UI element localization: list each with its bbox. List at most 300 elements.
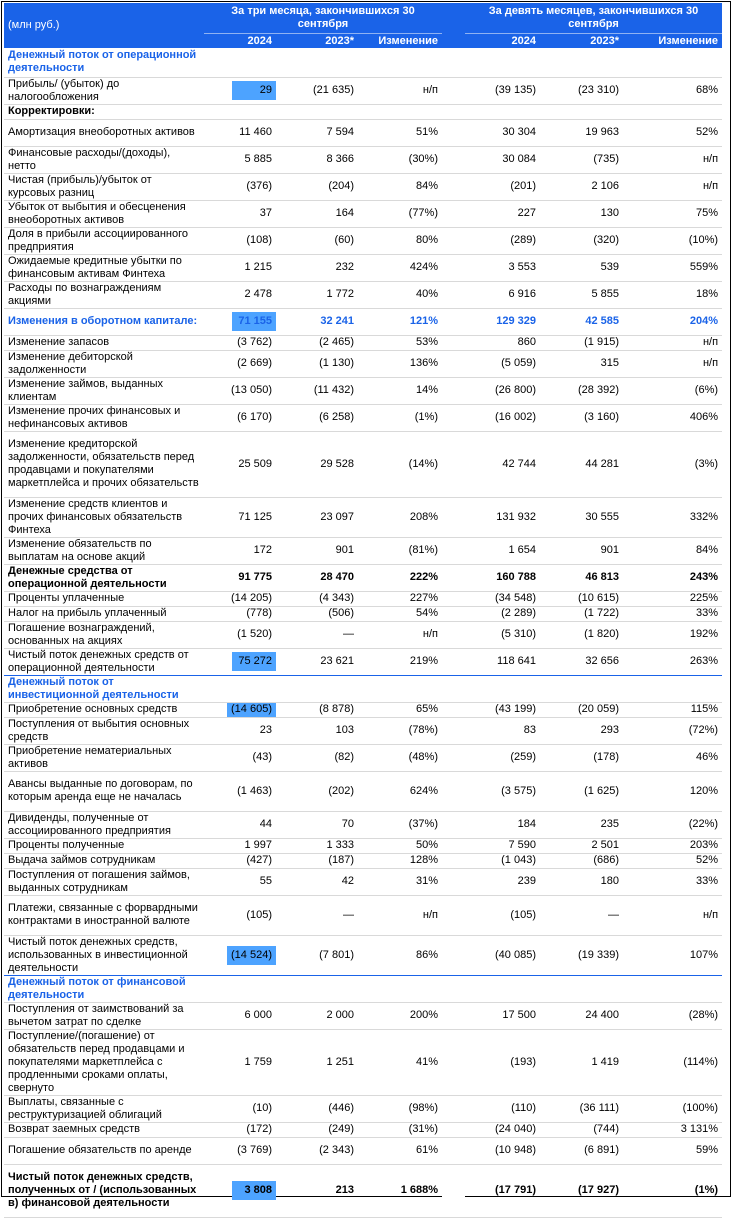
change-nine: (3%) — [623, 431, 722, 497]
change-three: 219% — [358, 648, 442, 675]
row-label: Изменение запасов — [4, 335, 204, 350]
table-row — [4, 200, 722, 227]
column-gap — [442, 868, 465, 895]
table-row — [4, 606, 722, 621]
column-gap — [442, 591, 465, 606]
column-gap — [442, 537, 465, 564]
value-2024-three: 71 125 — [204, 497, 276, 537]
highlighted-value: 71 155 — [232, 312, 276, 331]
column-gap — [442, 1164, 465, 1217]
value-2024-three: (10) — [204, 1095, 276, 1122]
change-nine: (22%) — [623, 811, 722, 838]
table-row — [4, 77, 722, 104]
column-gap — [442, 200, 465, 227]
value-2024-nine: (193) — [465, 1029, 540, 1095]
value-2023-nine: 30 555 — [540, 497, 623, 537]
change-three: 14% — [358, 377, 442, 404]
row-label: Погашение вознаграждений, основанных на акциях — [4, 621, 204, 648]
column-gap — [442, 377, 465, 404]
table-row — [4, 838, 722, 853]
table-row — [4, 895, 722, 935]
row-label: Чистый поток денежных средств от операционной деятельности — [4, 648, 204, 675]
change-nine: н/п — [623, 895, 722, 935]
header-row-groups — [4, 3, 722, 34]
table-row — [4, 119, 722, 146]
value-2024-nine: (105) — [465, 895, 540, 935]
column-gap — [442, 254, 465, 281]
change-three: (48%) — [358, 744, 442, 771]
table-row — [4, 537, 722, 564]
change-three: 208% — [358, 497, 442, 537]
value-2023-nine: (735) — [540, 146, 623, 173]
change-nine: 59% — [623, 1137, 722, 1164]
value-2023-three: (187) — [276, 853, 358, 868]
table-row — [4, 1164, 722, 1217]
table-row — [4, 811, 722, 838]
value-2023-three: — — [276, 895, 358, 935]
section-header-row — [4, 975, 722, 1002]
value-2024-three: (3 769) — [204, 1137, 276, 1164]
value-2023-nine: 539 — [540, 254, 623, 281]
value-2023-nine: 2 106 — [540, 173, 623, 200]
column-gap — [442, 281, 465, 308]
column-gap — [442, 838, 465, 853]
value-2023-nine: (36 111) — [540, 1095, 623, 1122]
table-row — [4, 254, 722, 281]
value-2023-three: (204) — [276, 173, 358, 200]
empty-cell — [276, 48, 358, 77]
value-2024-three — [204, 935, 276, 975]
value-2023-nine: 24 400 — [540, 1002, 623, 1029]
value-2023-nine: 1 419 — [540, 1029, 623, 1095]
change-three: (1%) — [358, 404, 442, 431]
value-2024-three: (427) — [204, 853, 276, 868]
column-gap — [442, 853, 465, 868]
value-2023-nine: (17 927) — [540, 1164, 623, 1217]
value-2023-nine: — — [540, 895, 623, 935]
column-gap — [442, 77, 465, 104]
column-gap — [442, 48, 465, 77]
value-2024-three — [204, 77, 276, 104]
change-three: 136% — [358, 350, 442, 377]
row-label: Доля в прибыли ассоциированного предприятия — [4, 227, 204, 254]
value-2023-three — [276, 104, 358, 119]
value-2024-three: 55 — [204, 868, 276, 895]
section-header-row — [4, 48, 722, 77]
change-nine: (28%) — [623, 1002, 722, 1029]
column-gap — [442, 104, 465, 119]
change-three: 54% — [358, 606, 442, 621]
table-body — [4, 48, 722, 1217]
col-2024-nine: 2024 — [465, 34, 540, 49]
change-nine: (114%) — [623, 1029, 722, 1095]
value-2024-three: (1 463) — [204, 771, 276, 811]
value-2024-nine: 17 500 — [465, 1002, 540, 1029]
row-label: Поступление/(погашение) от обязательств перед продавцами и покупателями маркетплейса с продленными сроками оплаты, свернуто — [4, 1029, 204, 1095]
change-nine: (72%) — [623, 717, 722, 744]
change-three: 1 688% — [358, 1164, 442, 1217]
value-2023-nine: 19 963 — [540, 119, 623, 146]
value-2024-nine: 42 744 — [465, 431, 540, 497]
value-2023-three: (249) — [276, 1122, 358, 1137]
value-2024-nine: (3 575) — [465, 771, 540, 811]
value-2023-nine: (1 625) — [540, 771, 623, 811]
value-2023-three: (82) — [276, 744, 358, 771]
change-three: н/п — [358, 621, 442, 648]
value-2024-three: 11 460 — [204, 119, 276, 146]
change-three: 53% — [358, 335, 442, 350]
value-2024-nine: (201) — [465, 173, 540, 200]
column-gap — [442, 717, 465, 744]
value-2023-three: (6 258) — [276, 404, 358, 431]
value-2024-nine: 860 — [465, 335, 540, 350]
row-label: Ожидаемые кредитные убытки по финансовым активам Финтеха — [4, 254, 204, 281]
value-2024-nine: 118 641 — [465, 648, 540, 675]
value-2023-nine: (1 722) — [540, 606, 623, 621]
value-2023-three: (2 465) — [276, 335, 358, 350]
change-nine: н/п — [623, 335, 722, 350]
change-three: (14%) — [358, 431, 442, 497]
table-row — [4, 771, 722, 811]
table-row — [4, 868, 722, 895]
row-label: Платежи, связанные с форвардными контрактами в иностранной валюте — [4, 895, 204, 935]
value-2024-three: (376) — [204, 173, 276, 200]
value-2023-nine: (744) — [540, 1122, 623, 1137]
value-2023-three: (21 635) — [276, 77, 358, 104]
value-2023-three: 1 333 — [276, 838, 358, 853]
value-2024-nine: 131 932 — [465, 497, 540, 537]
row-label: Проценты полученные — [4, 838, 204, 853]
table-row — [4, 431, 722, 497]
col-2023-nine: 2023* — [540, 34, 623, 49]
value-2024-nine: 184 — [465, 811, 540, 838]
row-label: Поступления от выбытия основных средств — [4, 717, 204, 744]
change-nine: 203% — [623, 838, 722, 853]
empty-cell — [358, 675, 442, 702]
empty-cell — [204, 675, 276, 702]
change-nine: н/п — [623, 350, 722, 377]
value-2023-nine: (320) — [540, 227, 623, 254]
change-three: (37%) — [358, 811, 442, 838]
table-row — [4, 227, 722, 254]
value-2024-three: 1 997 — [204, 838, 276, 853]
value-2023-three: (60) — [276, 227, 358, 254]
row-label: Авансы выданные по договорам, по которым аренда еще не началась — [4, 771, 204, 811]
change-nine: 46% — [623, 744, 722, 771]
table-row — [4, 621, 722, 648]
row-label: Приобретение основных средств — [4, 702, 204, 717]
row-label: Выдача займов сотрудникам — [4, 853, 204, 868]
value-2024-nine: (16 002) — [465, 404, 540, 431]
group-three-months: За три месяца, закончившихся 30 сентября — [204, 3, 442, 34]
value-2024-nine: (34 548) — [465, 591, 540, 606]
row-label: Амортизация внеоборотных активов — [4, 119, 204, 146]
value-2024-three: (172) — [204, 1122, 276, 1137]
value-2024-nine: 6 916 — [465, 281, 540, 308]
column-gap — [442, 935, 465, 975]
value-2023-nine: (19 339) — [540, 935, 623, 975]
value-2023-three: 70 — [276, 811, 358, 838]
value-2024-nine: (40 085) — [465, 935, 540, 975]
table-row — [4, 404, 722, 431]
change-nine: 243% — [623, 564, 722, 591]
empty-cell — [358, 48, 442, 77]
change-nine: 204% — [623, 308, 722, 335]
column-gap — [442, 3, 465, 48]
value-2023-nine: 5 855 — [540, 281, 623, 308]
table-row — [4, 335, 722, 350]
value-2024-nine: (289) — [465, 227, 540, 254]
value-2024-nine: (5 059) — [465, 350, 540, 377]
cash-flow-table — [4, 3, 722, 1218]
row-label: Проценты уплаченные — [4, 591, 204, 606]
value-2023-three: 8 366 — [276, 146, 358, 173]
unit-label: (млн руб.) — [4, 3, 204, 48]
empty-cell — [540, 975, 623, 1002]
row-label: Денежные средства от операционной деятельности — [4, 564, 204, 591]
empty-cell — [465, 48, 540, 77]
column-gap — [442, 431, 465, 497]
value-2024-three: 91 775 — [204, 564, 276, 591]
column-gap — [442, 1095, 465, 1122]
row-label: Приобретение нематериальных активов — [4, 744, 204, 771]
row-label: Корректировки: — [4, 104, 204, 119]
empty-cell — [540, 48, 623, 77]
value-2024-nine: 239 — [465, 868, 540, 895]
highlighted-value: (14 605) — [227, 702, 276, 717]
column-gap — [442, 975, 465, 1002]
value-2024-nine: 7 590 — [465, 838, 540, 853]
value-2023-three: 28 470 — [276, 564, 358, 591]
table-row — [4, 591, 722, 606]
highlighted-value: 75 272 — [232, 652, 276, 671]
row-label: Финансовые расходы/(доходы), нетто — [4, 146, 204, 173]
value-2024-nine: (5 310) — [465, 621, 540, 648]
value-2024-three: 1 215 — [204, 254, 276, 281]
value-2023-three: (506) — [276, 606, 358, 621]
empty-cell — [623, 48, 722, 77]
value-2023-nine: 44 281 — [540, 431, 623, 497]
row-label: Изменения в оборотном капитале: — [4, 308, 204, 335]
change-nine: 52% — [623, 119, 722, 146]
change-nine: (10%) — [623, 227, 722, 254]
table-row — [4, 935, 722, 975]
value-2024-three: (13 050) — [204, 377, 276, 404]
column-gap — [442, 350, 465, 377]
value-2023-nine: (10 615) — [540, 591, 623, 606]
value-2024-three: 2 478 — [204, 281, 276, 308]
change-nine: 263% — [623, 648, 722, 675]
value-2024-nine: 30 304 — [465, 119, 540, 146]
change-nine: н/п — [623, 173, 722, 200]
table-row — [4, 853, 722, 868]
change-three — [358, 104, 442, 119]
table-row — [4, 564, 722, 591]
change-three: 50% — [358, 838, 442, 853]
col-2023-three: 2023* — [276, 34, 358, 49]
change-nine: (100%) — [623, 1095, 722, 1122]
row-label: Убыток от выбытия и обесценения внеоборотных активов — [4, 200, 204, 227]
value-2024-nine — [465, 104, 540, 119]
value-2023-three: 23 097 — [276, 497, 358, 537]
change-nine: 33% — [623, 868, 722, 895]
change-nine: 75% — [623, 200, 722, 227]
value-2024-three: 6 000 — [204, 1002, 276, 1029]
value-2023-nine: 32 656 — [540, 648, 623, 675]
value-2023-three: 1 251 — [276, 1029, 358, 1095]
value-2024-three — [204, 702, 276, 717]
value-2023-three: (7 801) — [276, 935, 358, 975]
value-2024-nine: 30 084 — [465, 146, 540, 173]
empty-cell — [540, 675, 623, 702]
column-gap — [442, 675, 465, 702]
change-nine: 120% — [623, 771, 722, 811]
highlighted-value: (14 524) — [227, 946, 276, 965]
column-gap — [442, 648, 465, 675]
value-2023-nine: 315 — [540, 350, 623, 377]
value-2024-nine: (39 135) — [465, 77, 540, 104]
change-three: 200% — [358, 1002, 442, 1029]
value-2024-nine: (43 199) — [465, 702, 540, 717]
empty-cell — [276, 675, 358, 702]
value-2023-nine: (178) — [540, 744, 623, 771]
value-2023-three: (8 878) — [276, 702, 358, 717]
change-three: 86% — [358, 935, 442, 975]
change-three: н/п — [358, 77, 442, 104]
value-2023-nine: 2 501 — [540, 838, 623, 853]
change-three: (31%) — [358, 1122, 442, 1137]
change-three: 222% — [358, 564, 442, 591]
value-2023-nine: 293 — [540, 717, 623, 744]
value-2024-three: (105) — [204, 895, 276, 935]
table-row — [4, 350, 722, 377]
value-2024-three: 44 — [204, 811, 276, 838]
table-row — [4, 146, 722, 173]
empty-cell — [276, 975, 358, 1002]
column-gap — [442, 1029, 465, 1095]
value-2024-three: (1 520) — [204, 621, 276, 648]
value-2024-nine: (17 791) — [465, 1164, 540, 1217]
value-2024-three: 1 759 — [204, 1029, 276, 1095]
change-nine — [623, 104, 722, 119]
change-three: 61% — [358, 1137, 442, 1164]
value-2024-three: 23 — [204, 717, 276, 744]
value-2023-three: (4 343) — [276, 591, 358, 606]
change-three: (30%) — [358, 146, 442, 173]
value-2024-three — [204, 104, 276, 119]
row-label: Расходы по вознаграждениям акциями — [4, 281, 204, 308]
change-three: 84% — [358, 173, 442, 200]
value-2023-nine: (23 310) — [540, 77, 623, 104]
table-row — [4, 648, 722, 675]
change-three: (78%) — [358, 717, 442, 744]
change-three: 624% — [358, 771, 442, 811]
change-three: 80% — [358, 227, 442, 254]
value-2023-nine: (6 891) — [540, 1137, 623, 1164]
value-2024-three — [204, 648, 276, 675]
highlighted-value: 3 808 — [232, 1181, 276, 1200]
value-2023-three: 232 — [276, 254, 358, 281]
empty-cell — [465, 675, 540, 702]
value-2024-three: 25 509 — [204, 431, 276, 497]
column-gap — [442, 335, 465, 350]
change-three: (81%) — [358, 537, 442, 564]
change-nine: 332% — [623, 497, 722, 537]
value-2024-three: 5 885 — [204, 146, 276, 173]
value-2024-nine: 1 654 — [465, 537, 540, 564]
value-2023-nine: 130 — [540, 200, 623, 227]
col-change-nine: Изменение — [623, 34, 722, 49]
value-2024-three: (6 170) — [204, 404, 276, 431]
value-2023-three: (2 343) — [276, 1137, 358, 1164]
table-row — [4, 717, 722, 744]
column-gap — [442, 119, 465, 146]
column-gap — [442, 606, 465, 621]
row-label: Выплаты, связанные с реструктуризацией облигаций — [4, 1095, 204, 1122]
row-label: Денежный поток от финансовой деятельности — [4, 975, 204, 1002]
row-label: Дивиденды, полученные от ассоциированного предприятия — [4, 811, 204, 838]
value-2023-nine: 42 585 — [540, 308, 623, 335]
row-label: Денежный поток от операционной деятельности — [4, 48, 204, 77]
empty-cell — [358, 975, 442, 1002]
value-2024-nine: 83 — [465, 717, 540, 744]
column-gap — [442, 1122, 465, 1137]
table-row — [4, 1095, 722, 1122]
change-nine: 33% — [623, 606, 722, 621]
value-2023-nine: (686) — [540, 853, 623, 868]
change-three: 227% — [358, 591, 442, 606]
value-2023-three: (11 432) — [276, 377, 358, 404]
table-row — [4, 1137, 722, 1164]
highlighted-value: 29 — [232, 81, 276, 100]
table-row — [4, 744, 722, 771]
column-gap — [442, 811, 465, 838]
row-label: Изменение займов, выданных клиентам — [4, 377, 204, 404]
value-2024-three: 37 — [204, 200, 276, 227]
value-2023-three: 7 594 — [276, 119, 358, 146]
value-2023-three: 32 241 — [276, 308, 358, 335]
value-2023-nine: (1 915) — [540, 335, 623, 350]
change-three: 51% — [358, 119, 442, 146]
value-2023-three: 164 — [276, 200, 358, 227]
value-2023-nine: (3 160) — [540, 404, 623, 431]
column-gap — [442, 404, 465, 431]
value-2023-three: (446) — [276, 1095, 358, 1122]
change-nine: 3 131% — [623, 1122, 722, 1137]
value-2023-three: (1 130) — [276, 350, 358, 377]
change-nine: 559% — [623, 254, 722, 281]
value-2023-nine: 46 813 — [540, 564, 623, 591]
value-2023-nine: (28 392) — [540, 377, 623, 404]
value-2023-three: (202) — [276, 771, 358, 811]
value-2024-three: (43) — [204, 744, 276, 771]
value-2024-three: 172 — [204, 537, 276, 564]
value-2024-nine: (110) — [465, 1095, 540, 1122]
column-gap — [442, 621, 465, 648]
value-2024-three — [204, 1164, 276, 1217]
empty-cell — [204, 975, 276, 1002]
change-three: 128% — [358, 853, 442, 868]
value-2024-nine: 3 553 — [465, 254, 540, 281]
value-2024-three — [204, 308, 276, 335]
column-gap — [442, 1137, 465, 1164]
row-label: Изменение кредиторской задолженности, обязательств перед продавцами и покупателями маркетплейса и прочих обязательств — [4, 431, 204, 497]
value-2023-three: 213 — [276, 1164, 358, 1217]
value-2024-nine: (10 948) — [465, 1137, 540, 1164]
value-2024-three: (3 762) — [204, 335, 276, 350]
value-2023-three: 103 — [276, 717, 358, 744]
row-label: Погашение обязательств по аренде — [4, 1137, 204, 1164]
